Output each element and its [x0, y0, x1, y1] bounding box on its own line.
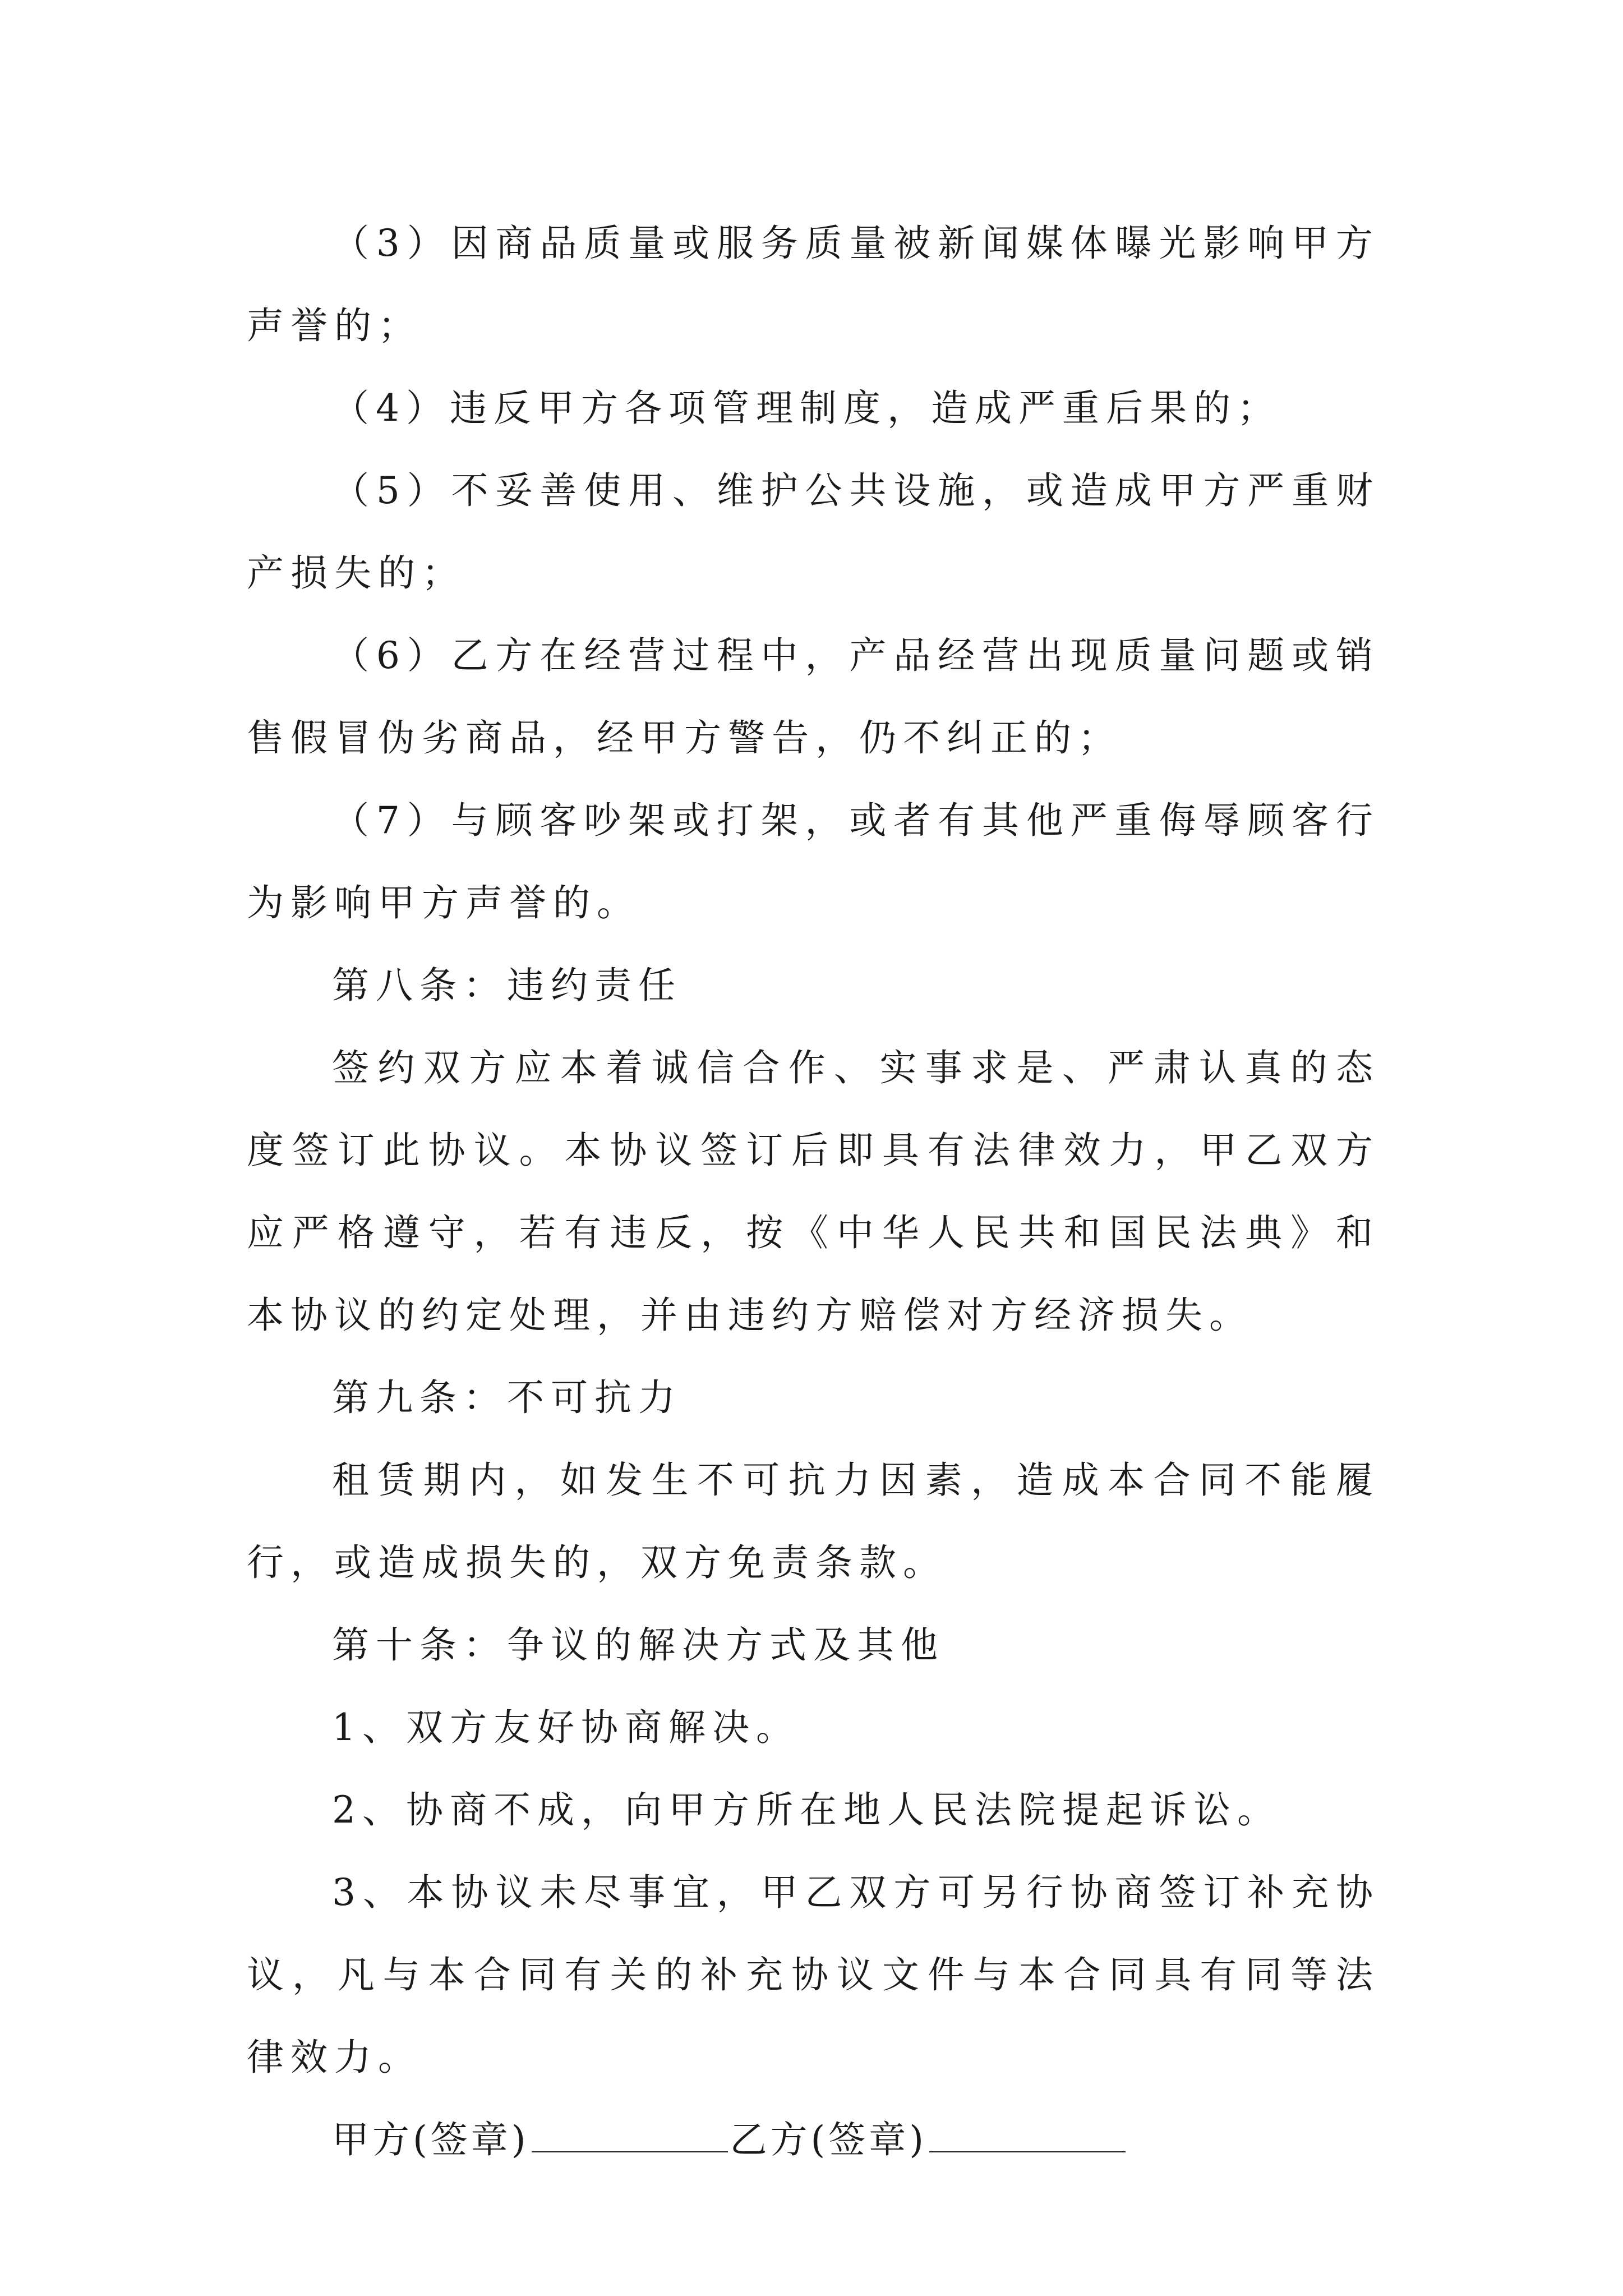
party-a-signature-label: 甲方(签章) — [332, 2118, 529, 2161]
article-10-item-2: 2、协商不成，向甲方所在地人民法院提起诉讼。 — [332, 1788, 1281, 1832]
clause-item-7: （7）与顾客吵架或打架，或者有其他严重侮辱顾客行为影响甲方声誉的。 — [247, 799, 1380, 924]
document-body — [247, 202, 1380, 2181]
party-b-signature-line — [929, 2114, 1126, 2152]
article-10-heading: 第十条：争议的解决方式及其他 — [332, 1623, 944, 1667]
party-b-signature-label: 乙方(签章) — [730, 2118, 927, 2161]
article-9-body: 租赁期内，如发生不可抗力因素，造成本合同不能履行，或造成损失的，双方免责条款。 — [247, 1458, 1380, 1584]
clause-item-6: （6）乙方在经营过程中，产品经营出现质量问题或销售假冒伪劣商品，经甲方警告，仍不纠正的； — [247, 634, 1380, 760]
clause-item-3: （3）因商品质量或服务质量被新闻媒体曝光影响甲方声誉的； — [247, 222, 1380, 347]
clause-item-5: （5）不妥善使用、维护公共设施，或造成甲方严重财产损失的； — [247, 469, 1380, 595]
article-10-item-1: 1、双方友好协商解决。 — [332, 1706, 800, 1749]
clause-item-4: （4）违反甲方各项管理制度，造成严重后果的； — [332, 386, 1281, 430]
article-8-heading: 第八条：违约责任 — [332, 964, 682, 1007]
article-10-item-3: 3、本协议未尽事宜，甲乙双方可另行协商签订补充协议，凡与本合同有关的补充协议文件与本合同具有同等法律效力。 — [247, 1871, 1380, 2079]
article-9-heading: 第九条：不可抗力 — [332, 1376, 682, 1419]
article-8-body: 签约双方应本着诚信合作、实事求是、严肃认真的态度签订此协议。本协议签订后即具有法律效力，甲乙双方应严格遵守，若有违反，按《中华人民共和国民法典》和本协议的约定处理，并由违约方赔偿对方经济损失。 — [247, 1046, 1380, 1337]
party-a-signature-line — [532, 2114, 728, 2152]
signature-row — [247, 2099, 1380, 2181]
